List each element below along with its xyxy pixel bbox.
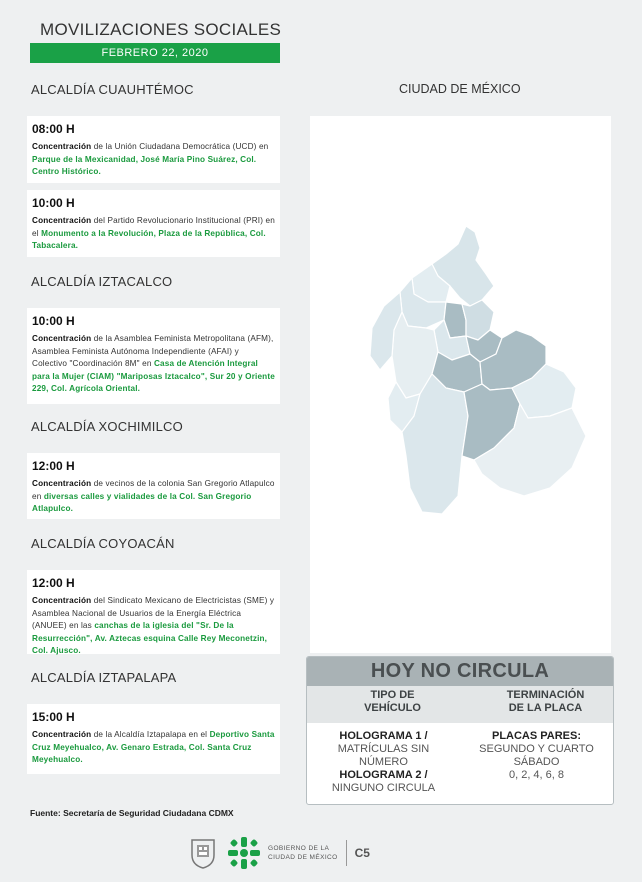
event-lead: Concentración — [32, 730, 92, 739]
placas-numbers: 0, 2, 4, 6, 8 — [508, 769, 565, 781]
vehicle-type-header: TIPO DE VEHÍCULO — [364, 689, 421, 714]
event-lead: Concentración — [32, 479, 92, 488]
event-description — [32, 333, 275, 396]
hoy-no-circula-title: HOY NO CIRCULA — [307, 657, 613, 686]
page-title: MOVILIZACIONES SOCIALES — [40, 20, 282, 39]
event-card — [27, 570, 280, 654]
footer-separator — [346, 840, 347, 866]
gov-line1: GOBIERNO DE LA — [268, 845, 330, 852]
event-location: Deportivo Santa Cruz Meyehualco, Av. Genaro Estrada, Col. Santa Cruz Meyehualco. — [32, 730, 275, 764]
placas-days: SEGUNDO Y CUARTO SÁBADO — [479, 743, 594, 768]
event-text: del Sindicato Mexicano de Electricistas (SME) y Asamblea Nacional de Usuarios de la Energía Eléctrica (ANUEE) en las — [32, 596, 275, 630]
hoy-no-circula-body — [307, 723, 613, 795]
event-description — [32, 215, 275, 253]
event-description — [32, 595, 275, 658]
event-text: del Partido Revolucionario Institucional (PRI) en el — [32, 216, 275, 238]
event-card — [27, 453, 280, 519]
cdmx-map — [310, 116, 611, 653]
vehicle-type-col — [307, 730, 460, 795]
event-lead: Concentración — [32, 334, 92, 343]
section-title-iztacalco: ALCALDÍA IZTACALCO — [31, 274, 173, 289]
event-card — [27, 116, 280, 183]
event-description — [32, 141, 275, 179]
hoy-no-circula-subheader — [307, 686, 613, 723]
event-text: de la Alcaldía Iztapalapa en el — [91, 730, 210, 739]
section-title-coyoacan: ALCALDÍA COYOACÁN — [31, 536, 175, 551]
footer-logos — [190, 833, 370, 873]
event-location: Casa de Atención Integral para la Mujer (CIAM) "Mariposas Iztacalco", Sur 20 y Oriente 229, Col. Agrícola Oriental. — [32, 359, 275, 393]
holograma2-label: HOLOGRAMA 2 / — [339, 769, 428, 781]
event-time: 15:00 H — [32, 710, 75, 724]
event-lead: Concentración — [32, 596, 92, 605]
section-title-iztapalapa: ALCALDÍA IZTAPALAPA — [31, 670, 177, 685]
event-card — [27, 190, 280, 257]
event-text: de vecinos de la colonia San Gregorio Atlapulco en — [32, 479, 275, 501]
event-time: 12:00 H — [32, 576, 75, 590]
map-panel — [310, 116, 611, 653]
city-crest-icon — [190, 837, 216, 869]
holograma2-desc: NINGUNO CIRCULA — [331, 782, 436, 794]
map-title: CIUDAD DE MÉXICO — [399, 82, 521, 96]
event-location: canchas de la iglesia del "Sr. De la Resurrección", Av. Aztecas esquina Calle Rey Meconetzin, Col. Ajusco. — [32, 621, 268, 655]
hoy-no-circula-panel — [306, 656, 614, 805]
event-location: diversas calles y vialidades de la Col. San Gregorio Atlapulco. — [32, 491, 252, 513]
event-text: de la Asamblea Feminista Metropolitana (AFM), Asamblea Feminista Autónoma Independiente (AFAI) y Colectivo "Coordinación 8M" en — [32, 334, 274, 368]
plate-ending-col — [460, 730, 613, 795]
event-lead: Concentración — [32, 142, 92, 151]
event-time: 10:00 H — [32, 196, 75, 210]
event-description — [32, 478, 275, 516]
event-location: Parque de la Mexicanidad, José María Pino Suárez, Col. Centro Histórico. — [32, 154, 257, 176]
c5-logo: C5 — [354, 846, 370, 860]
event-time: 10:00 H — [32, 314, 75, 328]
gov-text — [268, 844, 338, 862]
section-title-xochimilco: ALCALDÍA XOCHIMILCO — [31, 419, 183, 434]
event-card — [27, 704, 280, 774]
event-description — [32, 729, 275, 767]
placas-label: PLACAS PARES: — [491, 730, 582, 742]
source-label: Fuente: — [30, 808, 61, 818]
plate-ending-header: TERMINACIÓN DE LA PLACA — [506, 689, 585, 714]
event-location: Monumento a la Revolución, Plaza de la República, Col. Tabacalera. — [32, 228, 266, 250]
event-lead: Concentración — [32, 216, 92, 225]
source-text: Secretaría de Seguridad Ciudadana CDMX — [63, 808, 234, 818]
date-banner: FEBRERO 22, 2020 — [30, 43, 280, 63]
event-card — [27, 308, 280, 404]
section-title-cuauhtemoc: ALCALDÍA CUAUHTÉMOC — [31, 82, 194, 97]
source-note — [30, 808, 234, 818]
event-text: de la Unión Ciudadana Democrática (UCD) en — [91, 142, 269, 151]
event-time: 08:00 H — [32, 122, 75, 136]
event-time: 12:00 H — [32, 459, 75, 473]
gov-line2: CIUDAD DE MÉXICO — [268, 854, 338, 861]
cdmx-logo-icon — [226, 835, 262, 871]
holograma1-label: HOLOGRAMA 1 / — [339, 730, 428, 742]
holograma1-desc: MATRÍCULAS SIN NÚMERO — [337, 743, 430, 768]
